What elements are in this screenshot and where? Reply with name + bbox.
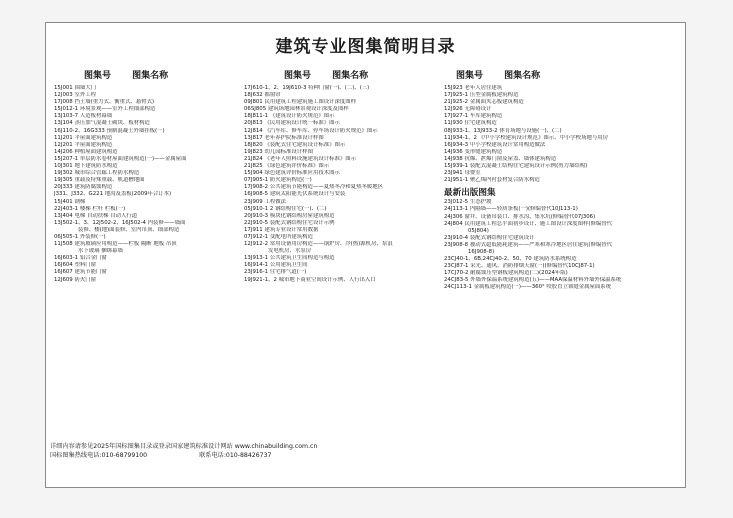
header-code-label: 图集号 xyxy=(84,71,112,81)
atlas-list-item: 17CJ70-2 耐腐蚀压型钢板建筑构造(二)(2024年版) xyxy=(444,270,568,277)
col1-header xyxy=(84,68,168,81)
column-3-new-list xyxy=(444,199,682,291)
atlas-list-item: 12J003 室外工程 xyxy=(54,92,97,99)
atlas-list-item: 05J804) xyxy=(468,227,489,234)
atlas-list-item: 14J206 种植屋面建筑构造 xyxy=(54,148,118,155)
header-code-label: 图集号 xyxy=(456,71,484,81)
column-3-standard-list xyxy=(444,85,682,184)
atlas-list-item: 12J814 《汽车库、修车库、停车场设计防火规范》图示 xyxy=(244,127,378,134)
header-name-label: 图集名称 xyxy=(504,71,541,81)
atlas-list-item: 12J609 防火门窗 xyxy=(54,276,97,283)
footer-website-line: 详细内容请参见2025年国标图集目录或登录国家建筑标准设计网站 www.chinabuilding.com.cn xyxy=(50,443,318,450)
footer xyxy=(50,443,317,460)
atlas-list-item: 13J502-1、3、12J502-2、16J502-4 内装修——墙面 xyxy=(54,219,186,226)
atlas-list-item: 23CJ87-1 采光、通风、消防排烟天窗(一)(修编替代10CJ87-1) xyxy=(444,263,595,270)
atlas-list-item: 23J909 工程做法 xyxy=(244,198,287,205)
atlas-list-item: 08J933-1、13J933-2 体育场地与设施(一)、(二) xyxy=(444,127,562,134)
atlas-list-item: 16J914-1 公用建筑卫生间 xyxy=(244,262,308,269)
atlas-list-item: 20J910-3 模块化钢结构房屋建筑构造 xyxy=(244,212,335,219)
atlas-list-item: 16J110-2、16G333 预制混凝土外墙挂板(一) xyxy=(54,127,165,134)
atlas-list-item: 22J910-5 装配式钢结构住宅设计示例 xyxy=(244,219,335,226)
atlas-list-item: 17J908-2 公共建筑节能构造——夏热冬冷和夏热冬暖地区 xyxy=(244,184,384,191)
new-releases-heading: 最新出版图集 xyxy=(444,188,496,199)
atlas-list-item: 15J207-1 单层防水卷材屋面建筑构造(一)——金属屋面 xyxy=(54,155,187,162)
atlas-list-item: 10J301 地下建筑防水构造 xyxy=(54,163,118,170)
atlas-list-item: 11J201 平屋面建筑构造 xyxy=(54,134,113,141)
atlas-list-item: 15J001 围墙大门 xyxy=(54,85,97,91)
atlas-list-item: 16J934-3 中小学校建筑设计常用构造做法 xyxy=(444,141,546,148)
atlas-list-item: 16J604 塑料门窗 xyxy=(54,262,97,269)
atlas-list-item: 13J104 蒸压加气混凝土砌块、板材构造 xyxy=(54,120,150,127)
atlas-list-item: 23CJ40-1、6B,24CJ40-2、50、70 建筑防水系统构造 xyxy=(444,256,577,263)
atlas-list-item: 17J927-1 车库建筑构造 xyxy=(444,113,503,120)
atlas-list-item: 19J823 幼儿园标准设计样图 xyxy=(244,148,313,155)
atlas-list-item: 14J936 变形缝建筑构造 xyxy=(444,148,503,155)
atlas-list-item: 05J910-1 2 钢结构住宅(一)、(二) xyxy=(244,205,327,212)
atlas-list-item: 11J508 建筑玻璃应用构造——栏板 隔断 地板 吊顶 xyxy=(54,241,177,248)
atlas-list-item: 07J912-1 变配电所建筑构造 xyxy=(244,233,313,240)
atlas-list-item: 14J938 抗爆、泄爆门窗及屋盖、墙体建筑构造 xyxy=(444,155,557,162)
atlas-list-item: 21J825 《绿色建筑评价标准》图示 xyxy=(244,163,330,170)
catalog-sheet xyxy=(45,22,686,488)
atlas-list-item: 16J908-5 建筑太阳能光伏系统设计与安装 xyxy=(244,191,346,198)
atlas-list-item: 15J401 钢梯 xyxy=(54,198,86,205)
atlas-list-item: 16J908-8) xyxy=(468,248,495,255)
atlas-list-item: 15J904 绿色建筑评价标准应用技术图示 xyxy=(244,170,340,177)
atlas-list-item: 23J941 母婴室 xyxy=(444,170,481,177)
atlas-list-item: 15J012-1 环境景观——室外工程细部构造 xyxy=(54,106,156,113)
atlas-list-item: 16J603-1 铝合金门窗 xyxy=(54,255,107,262)
atlas-list-item: 19J921-1、2 城市地下商业空间设计示例、人行出入口 xyxy=(244,276,376,283)
atlas-list-item: 07J905-1 防火建筑构造(一) xyxy=(244,177,312,184)
atlas-list-item: 23J908-8 被动式超低能耗建筑——严寒和寒冷地区居住建筑(修编替代 xyxy=(444,241,613,248)
header-name-label: 图集名称 xyxy=(132,71,169,81)
atlas-list-item: 13J103-7 人造板材幕墙 xyxy=(54,113,113,120)
atlas-list-item: 17J008 挡土墙(重力式、衡重式、悬臂式) xyxy=(54,99,155,106)
atlas-list-item: 13J404 电梯 自动扶梯 自动人行道 xyxy=(54,212,138,219)
atlas-list-item: 20J333 建筑防腐蚀构造 xyxy=(54,184,113,191)
atlas-list-item: 18J632 都窗帘 xyxy=(244,92,281,99)
column-3-list xyxy=(444,85,682,292)
header-name-label: 图集名称 xyxy=(332,71,369,81)
atlas-list-item: 23J916-1 住宅排气道(一) xyxy=(244,269,307,276)
footer-hotline: 国标图集热线电话:010-68799100 xyxy=(50,451,148,459)
atlas-list-item: 24CJ113-1 金属板建筑构造(一)——360° 咬胶直立锁缝金属屋面系统 xyxy=(444,284,612,291)
atlas-list-item: 21J824 《老年人照料设施建筑设计标准》图示 xyxy=(244,155,357,162)
atlas-list-item: J331、J332、G221 地沟及盖板(2009年合订本) xyxy=(54,191,172,198)
atlas-list-item: 16J607 建筑节能门窗 xyxy=(54,269,107,276)
atlas-list-item: 19J302 城市综合管廊工程防水构造 xyxy=(54,170,140,177)
header-code-label: 图集号 xyxy=(284,71,312,81)
atlas-list-item: 19J305 重载及特殊重载、轨道槽地面 xyxy=(54,177,145,184)
atlas-list-item: 11J934-1、2 《中小学校建筑设计规范》图示、中小学校场地与用房 xyxy=(444,134,609,141)
column-1-list xyxy=(54,85,254,284)
atlas-list-item: 23J910-4 装配式钢结构住宅建筑设计 xyxy=(444,234,535,241)
atlas-list-item: 11J930 住宅建筑构造 xyxy=(444,120,497,127)
column-2-list xyxy=(244,85,444,284)
atlas-list-item: 12J926 无障碍设计 xyxy=(444,106,492,113)
atlas-list-item: 12J201 平屋面建筑构造 xyxy=(54,141,113,148)
atlas-list-item: 24J113-1 内隔墙——轻质条板(一)(修编替代10J113-1) xyxy=(444,206,578,213)
atlas-list-item: 13J913-1 公共建筑卫生间构造与构造 xyxy=(244,255,335,262)
atlas-list-item: 水下玻璃 捆绑幕墙 xyxy=(78,248,123,255)
atlas-list-item: 18J820 《装配式住宅建筑设计标准》图示 xyxy=(244,141,346,148)
page-title: 建筑专业图集简明目录 xyxy=(275,37,456,57)
atlas-list-item: 24CJ83-5 外墙外保温系统建筑构造(五)——MAA保温材料外墙外保温系统 xyxy=(444,277,622,284)
col3-header xyxy=(456,68,540,81)
atlas-list-item: 22J403-1 楼梯 栏杆 栏板(一) xyxy=(54,205,126,212)
atlas-list-item: 装修、楼(地)面装修、室内吊顶、细部构造 xyxy=(78,226,180,233)
atlas-list-item: 17J610-1、2、19J610-3 特种门窗(一)、(二)、(三) xyxy=(244,85,370,91)
atlas-list-item: 23J012-5 生态护坡 xyxy=(444,199,492,206)
atlas-list-item: 24J306 窗井、设备吊装口、排水沟、集水坑(修编替代07J306) xyxy=(444,213,596,220)
atlas-list-item: 发电机房、水泵房 xyxy=(268,248,312,255)
atlas-list-item: 17J925-1 压型金属板建筑构造 xyxy=(444,92,519,99)
atlas-list-item: 13J817 老年养护院标准设计样图 xyxy=(244,134,324,141)
atlas-list-item: 21J925-2 金属面夹芯板建筑构造 xyxy=(444,99,524,106)
atlas-list-item: 24J804 民用建筑工程总平面初步设计、施工图设计深度图样(修编替代 xyxy=(444,220,613,227)
atlas-list-item: 21J951-1 聚乙烯内衬套材复合防水构造 xyxy=(444,177,540,184)
atlas-list-item: 17J911 建筑专业设计常用数据 xyxy=(244,226,319,233)
atlas-list-item: 18J811-1 《建筑设计防火规范》图示 xyxy=(244,113,335,120)
atlas-list-item: 12J912-2 常用设备用房构造——锅炉房、冷(热)源机房、泵浪 xyxy=(244,241,393,248)
atlas-list-item: 09J801 民用建筑工程建筑施工图设计深度图样 xyxy=(244,99,357,106)
atlas-list-item: 06SJ805 建筑场地园林景观设计深度及图样 xyxy=(244,106,349,113)
col2-header xyxy=(284,68,368,81)
atlas-list-item: 20J813 《民用建筑设计统一标准》图示 xyxy=(244,120,340,127)
footer-phone-line xyxy=(50,452,317,461)
footer-contact-phone: 联系电话:010-88426737 xyxy=(199,451,272,459)
atlas-list-item: 15J923 老年人居住建筑 xyxy=(444,85,503,91)
atlas-list-item: 06J505-1 外装修(一) xyxy=(54,233,106,240)
atlas-list-item: 15J939-1 装配式混凝土结构住宅建筑设计示例(剪力墙结构) xyxy=(444,163,588,170)
